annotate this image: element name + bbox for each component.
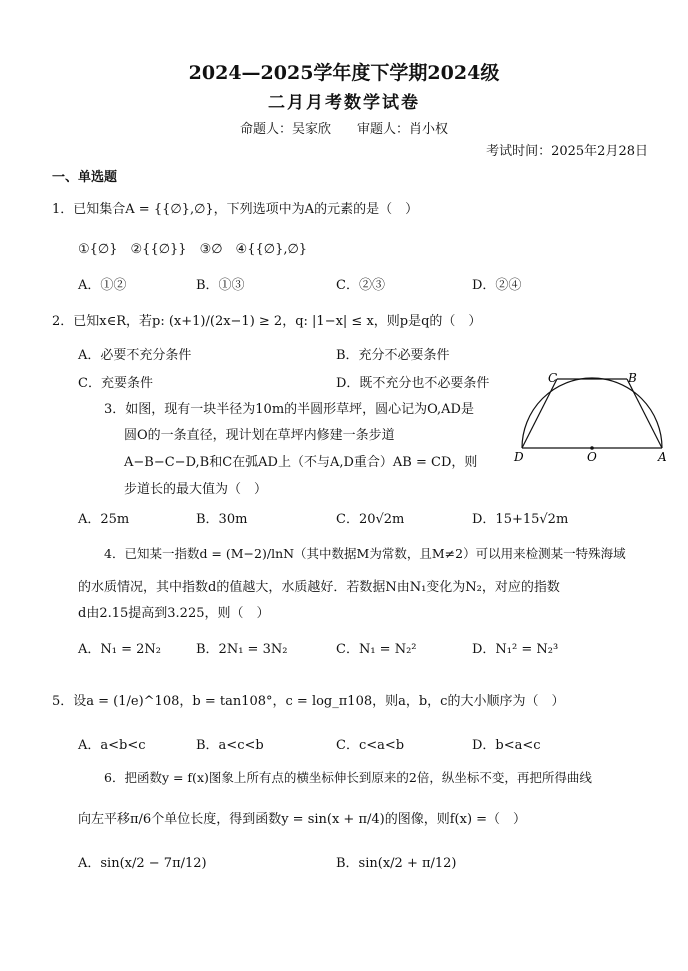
exam-authors: 命题人：吴家欣 审题人：肖小权 <box>239 122 448 137</box>
point-label-c: C <box>548 371 558 385</box>
point-label-a: A <box>658 450 667 464</box>
question-1-option-d: D．②④ <box>472 278 522 293</box>
question-6-stem-line1: 6．把函数y = f(x)图象上所有点的横坐标伸长到原来的2倍，纵坐标不变，再把所得曲线 <box>104 770 592 785</box>
question-3-stem-line2: 圆O的一条直径，现计划在草坪内修建一条步道 <box>124 428 395 443</box>
question-5-stem: 5．设a = (1/e)^108，b = tan108°，c = log_π108，则a，b，c的大小顺序为（ ） <box>52 694 565 709</box>
question-1-option-b: B．①③ <box>196 278 245 293</box>
question-1-option-a: A．①② <box>78 278 127 293</box>
question-3-option-d: D．15+15√2m <box>472 512 569 527</box>
question-6-option-b: B．sin(x/2 + π/12) <box>336 856 457 871</box>
question-1-stem: 1．已知集合A = {{∅},∅}，下列选项中为A的元素的是（ ） <box>52 202 419 217</box>
question-3-option-c: C．20√2m <box>336 512 405 527</box>
question-6-option-a: A．sin(x/2 − 7π/12) <box>78 856 207 871</box>
question-1-items: ①{∅} ②{{∅}} ③∅ ④{{∅},∅} <box>78 242 308 257</box>
question-4-stem-line1: 4．已知某一指数d = (M−2)/lnN（其中数据M为常数，且M≠2）可以用来检测某一特殊海域 <box>104 546 626 561</box>
question-4-stem-line2: 的水质情况，其中指数d的值越大，水质越好．若数据N由N₁变化为N₂，对应的指数 <box>78 580 560 595</box>
question-4-option-b: B．2N₁ = 3N₂ <box>196 642 288 657</box>
semicircle-figure <box>510 370 680 465</box>
exam-time: 考试时间：2025年2月28日 <box>486 144 648 159</box>
question-5-option-a: A．a<b<c <box>78 738 146 753</box>
question-6-stem-line2: 向左平移π/6个单位长度，得到函数y = sin(x + π/4)的图像，则f(x) =（ ） <box>78 812 527 827</box>
question-2-option-b: B．充分不必要条件 <box>336 348 450 363</box>
question-3-stem-line3: A−B−C−D,B和C在弧AD上（不与A,D重合）AB = CD，则 <box>124 455 478 470</box>
question-3-stem-line4: 步道长的最大值为（ ） <box>124 482 268 497</box>
point-label-d: D <box>514 450 524 464</box>
exam-title-line2: 二月月考数学试卷 <box>268 93 420 113</box>
question-4-option-c: C．N₁ = N₂² <box>336 642 417 657</box>
point-label-b: B <box>628 371 637 385</box>
question-4-option-a: A．N₁ = 2N₂ <box>78 642 161 657</box>
question-4-stem-line3: d由2.15提高到3.225，则（ ） <box>78 606 270 621</box>
section-title: 一、单选题 <box>52 170 118 185</box>
point-label-o: O <box>587 450 597 464</box>
question-3-option-b: B．30m <box>196 512 248 527</box>
question-4-option-d: D．N₁² = N₂³ <box>472 642 559 657</box>
question-2-option-a: A．必要不充分条件 <box>78 348 192 363</box>
question-1-option-c: C．②③ <box>336 278 385 293</box>
question-3-stem-line1: 3．如图，现有一块半径为10m的半圆形草坪，圆心记为O,AD是 <box>104 402 474 417</box>
question-5-option-d: D．b<a<c <box>472 738 541 753</box>
question-5-option-c: C．c<a<b <box>336 738 405 753</box>
question-2-option-c: C．充要条件 <box>78 376 153 391</box>
question-3-option-a: A．25m <box>78 512 130 527</box>
question-5-option-b: B．a<c<b <box>196 738 264 753</box>
question-2-option-d: D．既不充分也不必要条件 <box>336 376 490 391</box>
question-2-stem: 2．已知x∈R，若p: (x+1)/(2x−1) ≥ 2，q: |1−x| ≤ x，则p是q的（ ） <box>52 314 482 329</box>
exam-title-line1: 2024—2025学年度下学期2024级 <box>188 62 500 84</box>
